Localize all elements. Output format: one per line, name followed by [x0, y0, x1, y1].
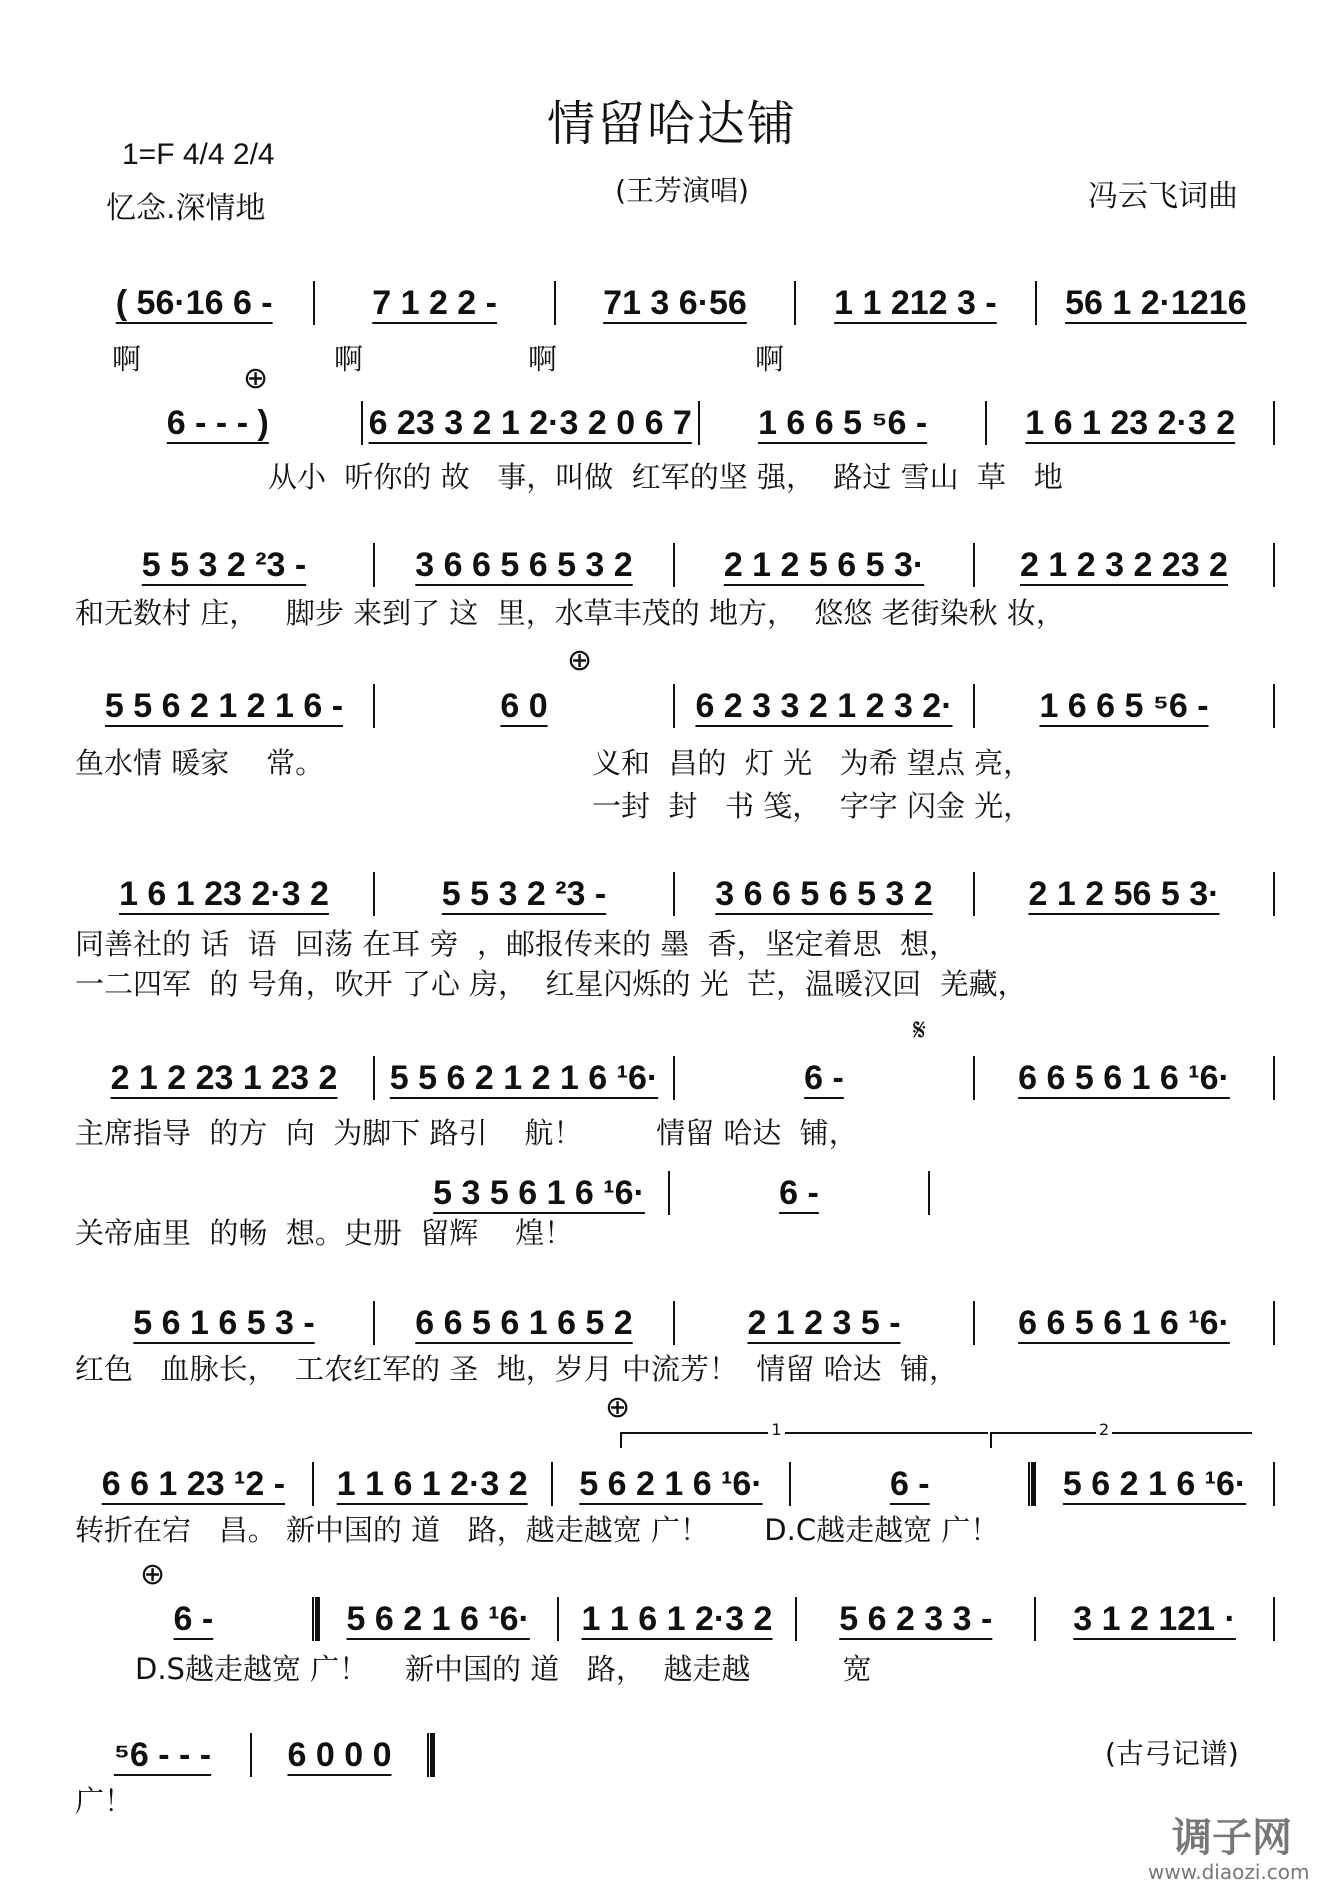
lyric-line: 一二四军 的 号角，吹开 了心 房， 红星闪烁的 光 芒，温暖汉回 羌藏， — [75, 967, 1027, 1001]
barline — [928, 1171, 930, 1215]
measure: 5 5 6 2 1 2 1 6 - — [104, 686, 344, 725]
measure: 56 1 2·1216 — [1065, 283, 1247, 322]
measure: 5 3 5 6 1 6 ¹6· — [433, 1173, 645, 1212]
measure: 6 6 1 23 ¹2 - — [101, 1464, 286, 1503]
measure: ⁵6 - - - — [113, 1735, 212, 1774]
measure: 6 6 5 6 1 6 ¹6· — [1018, 1303, 1230, 1342]
barline — [1273, 1301, 1275, 1345]
staff-line — [75, 1055, 1275, 1101]
measure: 3 6 6 5 6 5 3 2 — [715, 874, 933, 913]
key-signature: 1=F 4/4 2/4 — [122, 138, 275, 171]
measure: 6 6 5 6 1 6 5 2 — [415, 1303, 633, 1342]
measure: 71 3 6·56 — [603, 283, 747, 322]
lyric-line: 一封 封 书 笺， 字字 闪金 光， — [592, 789, 1033, 823]
staff-line — [75, 1596, 1275, 1642]
lyric-line: 同善社的 话 语 回荡 在耳 旁 ，邮报传来的 墨 香，坚定着思 想， — [75, 927, 959, 961]
lyric-line: 鱼水情 暖家 常。 — [75, 746, 325, 780]
lyric-line: 啊 — [112, 342, 142, 376]
staff-line — [75, 683, 1275, 729]
measure: 5 5 6 2 1 2 1 6 ¹6· — [389, 1058, 659, 1097]
double-barline — [427, 1733, 435, 1777]
measure: 6 - — [804, 1058, 844, 1097]
volta-bracket-2 — [990, 1420, 1252, 1448]
measure: 6 23 3 2 1 2·3 2 0 6 7 — [368, 403, 692, 442]
lyric-line: D.S越走越宽 广！ 新中国的 道 路， 越走越 宽 — [135, 1652, 872, 1686]
volta-number: 1 — [768, 1422, 784, 1438]
measure: 6 6 5 6 1 6 ¹6· — [1018, 1058, 1230, 1097]
coda-icon: ⊕ — [243, 361, 269, 396]
staff-line — [75, 542, 1275, 588]
watermark-url: www.diaozi.com — [1148, 1860, 1310, 1884]
measure: 5 6 2 1 6 ¹6· — [1062, 1464, 1247, 1503]
measure: 3 1 2 121 · — [1073, 1599, 1236, 1638]
lyric-line: 从小 听你的 故 事，叫做 红军的坚 强， 路过 雪山 草 地 — [268, 460, 1063, 494]
lyric-line: 红色 血脉长， 工农红军的 圣 地，岁月 中流芳！ 情留 哈达 铺， — [75, 1352, 959, 1386]
double-barline — [312, 1597, 320, 1641]
measure: 6 - — [173, 1599, 214, 1638]
tempo-marking: 忆念.深情地 — [106, 191, 266, 226]
segno-icon: 𝄋 — [913, 1013, 926, 1048]
barline — [1273, 872, 1275, 916]
measure: 7 1 2 2 - — [372, 283, 497, 322]
measure: 1 6 1 23 2·3 2 — [119, 874, 329, 913]
measure: 5 5 3 2 ²3 - — [441, 874, 607, 913]
lyric-line: 广！ — [75, 1784, 134, 1818]
measure: 1 1 6 1 2·3 2 — [581, 1599, 773, 1638]
lyric-line: 和无数村 庄， 脚步 来到了 这 里，水草丰茂的 地方， 悠悠 老街染秋 妆， — [75, 596, 1065, 630]
barline — [1273, 1462, 1275, 1506]
lyric-line: 转折在宕 昌。 新中国的 道 路，越走越宽 广！ D.C越走越宽 广！ — [75, 1513, 1000, 1547]
measure: 2 1 2 23 1 23 2 — [110, 1058, 338, 1097]
measure: ( 56·16 6 - — [115, 283, 273, 322]
barline — [1273, 1597, 1275, 1641]
measure: 5 6 2 3 3 - — [839, 1599, 993, 1638]
staff-line — [75, 400, 1275, 446]
measure: 1 6 1 23 2·3 2 — [1025, 403, 1236, 442]
lyric-line: 啊 — [334, 342, 364, 376]
lyric-line: 啊 — [528, 342, 558, 376]
staff-line — [75, 871, 1275, 917]
lyric-line: 啊 — [755, 342, 785, 376]
staff-line — [75, 1732, 435, 1778]
watermark-logo: 调子网 — [1172, 1815, 1292, 1861]
measure: 6 - — [889, 1464, 930, 1503]
measure: 5 6 2 1 6 ¹6· — [579, 1464, 763, 1503]
barline — [1273, 543, 1275, 587]
barline — [1273, 684, 1275, 728]
staff-line — [75, 1300, 1275, 1346]
measure: 6 - — [779, 1173, 819, 1212]
staff-line — [75, 1461, 1275, 1507]
measure: 1 6 6 5 ⁵6 - — [758, 403, 928, 442]
measure: 5 6 2 1 6 ¹6· — [346, 1599, 530, 1638]
coda-icon: ⊕ — [140, 1557, 166, 1592]
measure: 2 1 2 56 5 3· — [1028, 874, 1220, 913]
barline — [1273, 401, 1275, 445]
singer-credit: (王芳演唱) — [615, 174, 749, 207]
transcriber-credit: (古弓记谱) — [1105, 1737, 1239, 1770]
measure: 2 1 2 3 5 - — [747, 1303, 901, 1342]
lyric-line: 主席指导 的方 向 为脚下 路引 航！ 情留 哈达 铺， — [75, 1116, 858, 1150]
lyric-line: 义和 昌的 灯 光 为希 望点 亮， — [592, 746, 1033, 780]
author-credit: 冯云飞词曲 — [1088, 179, 1238, 214]
double-barline — [1028, 1462, 1036, 1506]
measure: 1 6 6 5 ⁵6 - — [1039, 686, 1209, 725]
barline — [1273, 1056, 1275, 1100]
staff-line — [75, 280, 1275, 326]
measure: 2 1 2 5 6 5 3· — [723, 545, 925, 584]
measure: 5 5 3 2 ²3 - — [141, 545, 307, 584]
lyric-line: 关帝庙里 的畅 想。史册 留辉 煌！ — [75, 1216, 574, 1250]
coda-icon: ⊕ — [605, 1390, 631, 1425]
measure: 6 0 0 0 — [287, 1735, 392, 1774]
measure: 1 1 212 3 - — [834, 283, 997, 322]
measure: 3 6 6 5 6 5 3 2 — [415, 545, 633, 584]
measure: 6 0 — [500, 686, 548, 725]
volta-bracket-1 — [620, 1420, 988, 1448]
measure: 6 2 3 3 2 1 2 3 2· — [695, 686, 953, 725]
measure: 1 1 6 1 2·3 2 — [336, 1464, 528, 1503]
measure: 6 - - - ) — [166, 403, 269, 442]
measure: 5 6 1 6 5 3 - — [133, 1303, 315, 1342]
volta-number: 2 — [1096, 1422, 1112, 1438]
coda-icon: ⊕ — [567, 643, 593, 678]
staff-line — [410, 1170, 930, 1216]
song-title: 情留哈达铺 — [546, 96, 798, 152]
measure: 2 1 2 3 2 23 2 — [1020, 545, 1228, 584]
